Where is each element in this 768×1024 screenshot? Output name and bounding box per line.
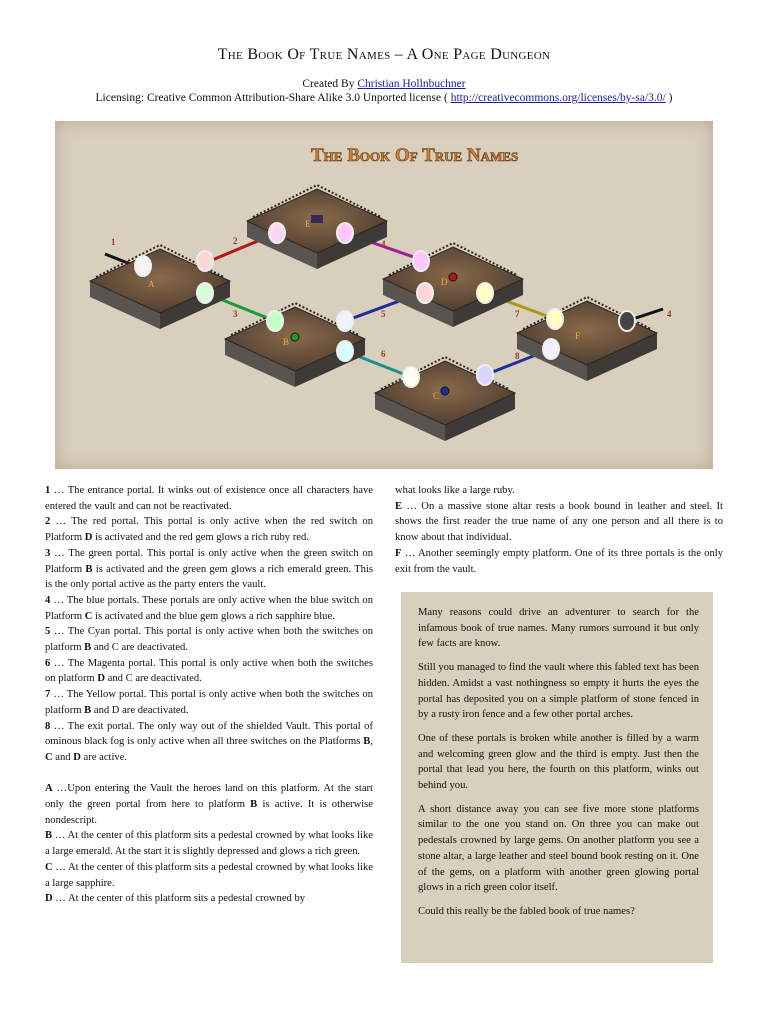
platform-entry-b xyxy=(45,828,373,859)
portal-number-8: 8 xyxy=(515,351,520,361)
portal-entry-4-text: … The blue portals. These portals are only active when the blue switch on Platform C is activated and the blue gem glows a rich sapphire blue. xyxy=(45,594,373,622)
intro-paragraph: Still you managed to find the vault where this fabled text has been hidden. Amidst a vast nothingness so empty it hurts the eyes the portal has deposited you on a simple platform of stone fenced in by a rusty iron fence and a few other portal arches. xyxy=(418,662,699,721)
platform-label-a: A xyxy=(148,279,155,289)
author-link[interactable]: Christian Hollnbuchner xyxy=(357,78,466,90)
license-link[interactable]: http://creativecommons.org/licenses/by-sa/3.0/ xyxy=(450,92,666,104)
portal-icon xyxy=(337,341,353,361)
platform-entry-c-label: C xyxy=(45,861,53,873)
portal-number-5: 5 xyxy=(381,309,386,319)
platform-entry-f-label: F xyxy=(395,547,402,559)
portal-icon xyxy=(413,251,429,271)
portal-entry-2 xyxy=(45,514,373,545)
portal-number-4: 4 xyxy=(381,239,386,249)
portal-entry-8-text: … The exit portal. The only way out of the shielded Vault. This portal of ominous black fog is only active when all three switches on the Platforms B, C and D are active. xyxy=(45,720,373,763)
platform-entry-c xyxy=(45,860,373,891)
portal-number-7: 7 xyxy=(515,309,520,319)
portal-number-1: 1 xyxy=(111,237,116,247)
dungeon-map xyxy=(55,121,713,469)
portal-entry-2-label: 2 xyxy=(45,516,51,528)
created-by-label: Created By xyxy=(302,78,358,90)
portal-entry-3-label: 3 xyxy=(45,547,51,559)
portal-icon xyxy=(197,251,213,271)
portal-icon xyxy=(269,223,285,243)
portal-icon xyxy=(197,283,213,303)
author-line xyxy=(0,77,768,91)
portal-icon xyxy=(619,311,635,331)
portal-icon xyxy=(547,309,563,329)
platform-label-c: C xyxy=(433,391,440,401)
platform-entry-d xyxy=(45,891,373,907)
portal-entry-8 xyxy=(45,719,373,766)
portal-entry-7-text: … The Yellow portal. This portal is only active when both the switches on platform B and D are deactivated. xyxy=(45,689,373,716)
platform-entry-c-text: … At the center of this platform sits a pedestal crowned by what looks like a large sapphire. xyxy=(45,861,373,889)
portal-entry-6-text: … The Magenta portal. This portal is only active when both the switches on platform D and C are deactivated. xyxy=(45,657,373,685)
left-column xyxy=(45,483,373,907)
gem-pedestal-icon xyxy=(441,387,449,395)
platform-list-continued xyxy=(395,499,723,578)
portal-icon xyxy=(403,367,419,387)
portal-entry-1 xyxy=(45,483,373,514)
portal-entry-7 xyxy=(45,687,373,718)
platform-entry-f-text: … Another seemingly empty platform. One of its three portals is the only exit from the vault. xyxy=(395,547,723,575)
portal-number-6: 6 xyxy=(381,349,386,359)
map-title: The Book Of True Names xyxy=(311,145,519,166)
platform-list xyxy=(45,781,373,907)
platform-label-e: E xyxy=(305,219,311,229)
credits xyxy=(0,77,768,105)
portal-icon xyxy=(543,339,559,359)
portal-entry-5 xyxy=(45,624,373,655)
dungeon-map-drawing xyxy=(55,121,713,469)
platform-entry-e-text: … On a massive stone altar rests a book bound in leather and steel. It shows the first reader the true name of any one person and all there is to know about that individual. xyxy=(395,500,723,544)
right-column xyxy=(395,483,723,577)
portal-icon xyxy=(477,283,493,303)
portal-entry-1-text: … The entrance portal. It winks out of existence once all characters have entered the vault and can not be reactivated. xyxy=(45,485,373,512)
platform-entry-b-label: B xyxy=(45,830,53,842)
platform-entry-d-label: D xyxy=(45,893,53,905)
platform-entry-f xyxy=(395,546,723,577)
page-title: The Book Of True Names – A One Page Dungeon xyxy=(217,46,551,63)
intro-paragraphs xyxy=(418,605,699,920)
platform-label-b: B xyxy=(283,337,290,347)
platform-label-f: F xyxy=(575,331,581,341)
portal-entry-1-label: 1 xyxy=(45,485,51,496)
platform-d-continuation: what looks like a large ruby. xyxy=(395,485,515,496)
portal-entry-2-text: … The red portal. This portal is only active when the red switch on Platform D is activated and the red gem glows a rich ruby red. xyxy=(45,516,373,544)
portal-entry-4-label: 4 xyxy=(45,594,51,606)
portal-entry-6 xyxy=(45,656,373,687)
platform-entry-a-text: …Upon entering the Vault the heroes land on this platform. At the start only the green portal from here to platform B is active. It is otherwise nondescript. xyxy=(45,783,373,826)
platform-entry-e xyxy=(395,499,723,546)
intro-paragraph: One of these portals is broken while another is filled by a warm and welcoming green glow and the third is empty. Just then the portal that lead you here, the fourth on this platform, winks out behind you. xyxy=(418,732,699,792)
portal-icon xyxy=(337,311,353,331)
portal-entry-8-label: 8 xyxy=(45,720,51,732)
portal-number-3: 3 xyxy=(233,309,238,319)
intro-paragraph: Many reasons could drive an adventurer to search for the infamous book of true names. Many rumors surround it but only few facts are know. xyxy=(418,607,699,650)
portal-icon xyxy=(135,256,151,276)
portal-entry-3 xyxy=(45,546,373,593)
license-line xyxy=(0,91,768,105)
portal-icon xyxy=(417,283,433,303)
portal-entry-6-label: 6 xyxy=(45,657,51,669)
portal-number-4: 4 xyxy=(667,309,672,319)
portal-icon xyxy=(267,311,283,331)
book-altar-icon xyxy=(311,215,323,223)
platform-label-d: D xyxy=(441,277,448,287)
platform-entry-b-text: … At the center of this platform sits a pedestal crowned by what looks like a large emerald. At the start it is slightly depressed and glows a rich green. xyxy=(45,830,373,858)
platform-entry-a xyxy=(45,781,373,828)
intro-box xyxy=(401,592,713,963)
portal-number-2: 2 xyxy=(233,236,238,246)
portal-entry-4 xyxy=(45,593,373,624)
portal-entry-5-label: 5 xyxy=(45,626,51,638)
gem-pedestal-icon xyxy=(449,273,457,281)
portal-icon xyxy=(337,223,353,243)
portal-entry-7-label: 7 xyxy=(45,689,51,701)
portal-entry-5-text: … The Cyan portal. This portal is only active when both the switches on platform B and C are deactivated. xyxy=(45,626,373,654)
gem-pedestal-icon xyxy=(291,333,299,341)
intro-paragraph: A short distance away you can see five more stone platforms similar to the one you stand on. On three you can make out pedestals crowned by large gems. On another platform you see a stone altar, a large leather and steel bound book resting on it. One of the gems, on a platform with another green glowing portal glows in a rich green color itself. xyxy=(418,803,699,894)
portal-entry-3-text: … The green portal. This portal is only active when the green switch on Platform B is activated and the green gem glows a rich emerald green. This is the only portal active as the party enters the vault. xyxy=(45,547,373,591)
license-suffix: ) xyxy=(665,92,673,104)
portal-icon xyxy=(477,365,493,385)
platform-entry-e-label: E xyxy=(395,500,403,512)
platform-entry-a-label: A xyxy=(45,783,53,795)
license-label: Licensing: Creative Common Attribution-Share Alike 3.0 Unported license ( xyxy=(95,92,451,104)
platform-entry-d-text: … At the center of this platform sits a pedestal crowned by xyxy=(52,893,306,905)
portal-list xyxy=(45,483,373,766)
intro-paragraph: Could this really be the fabled book of true names? xyxy=(418,905,635,917)
